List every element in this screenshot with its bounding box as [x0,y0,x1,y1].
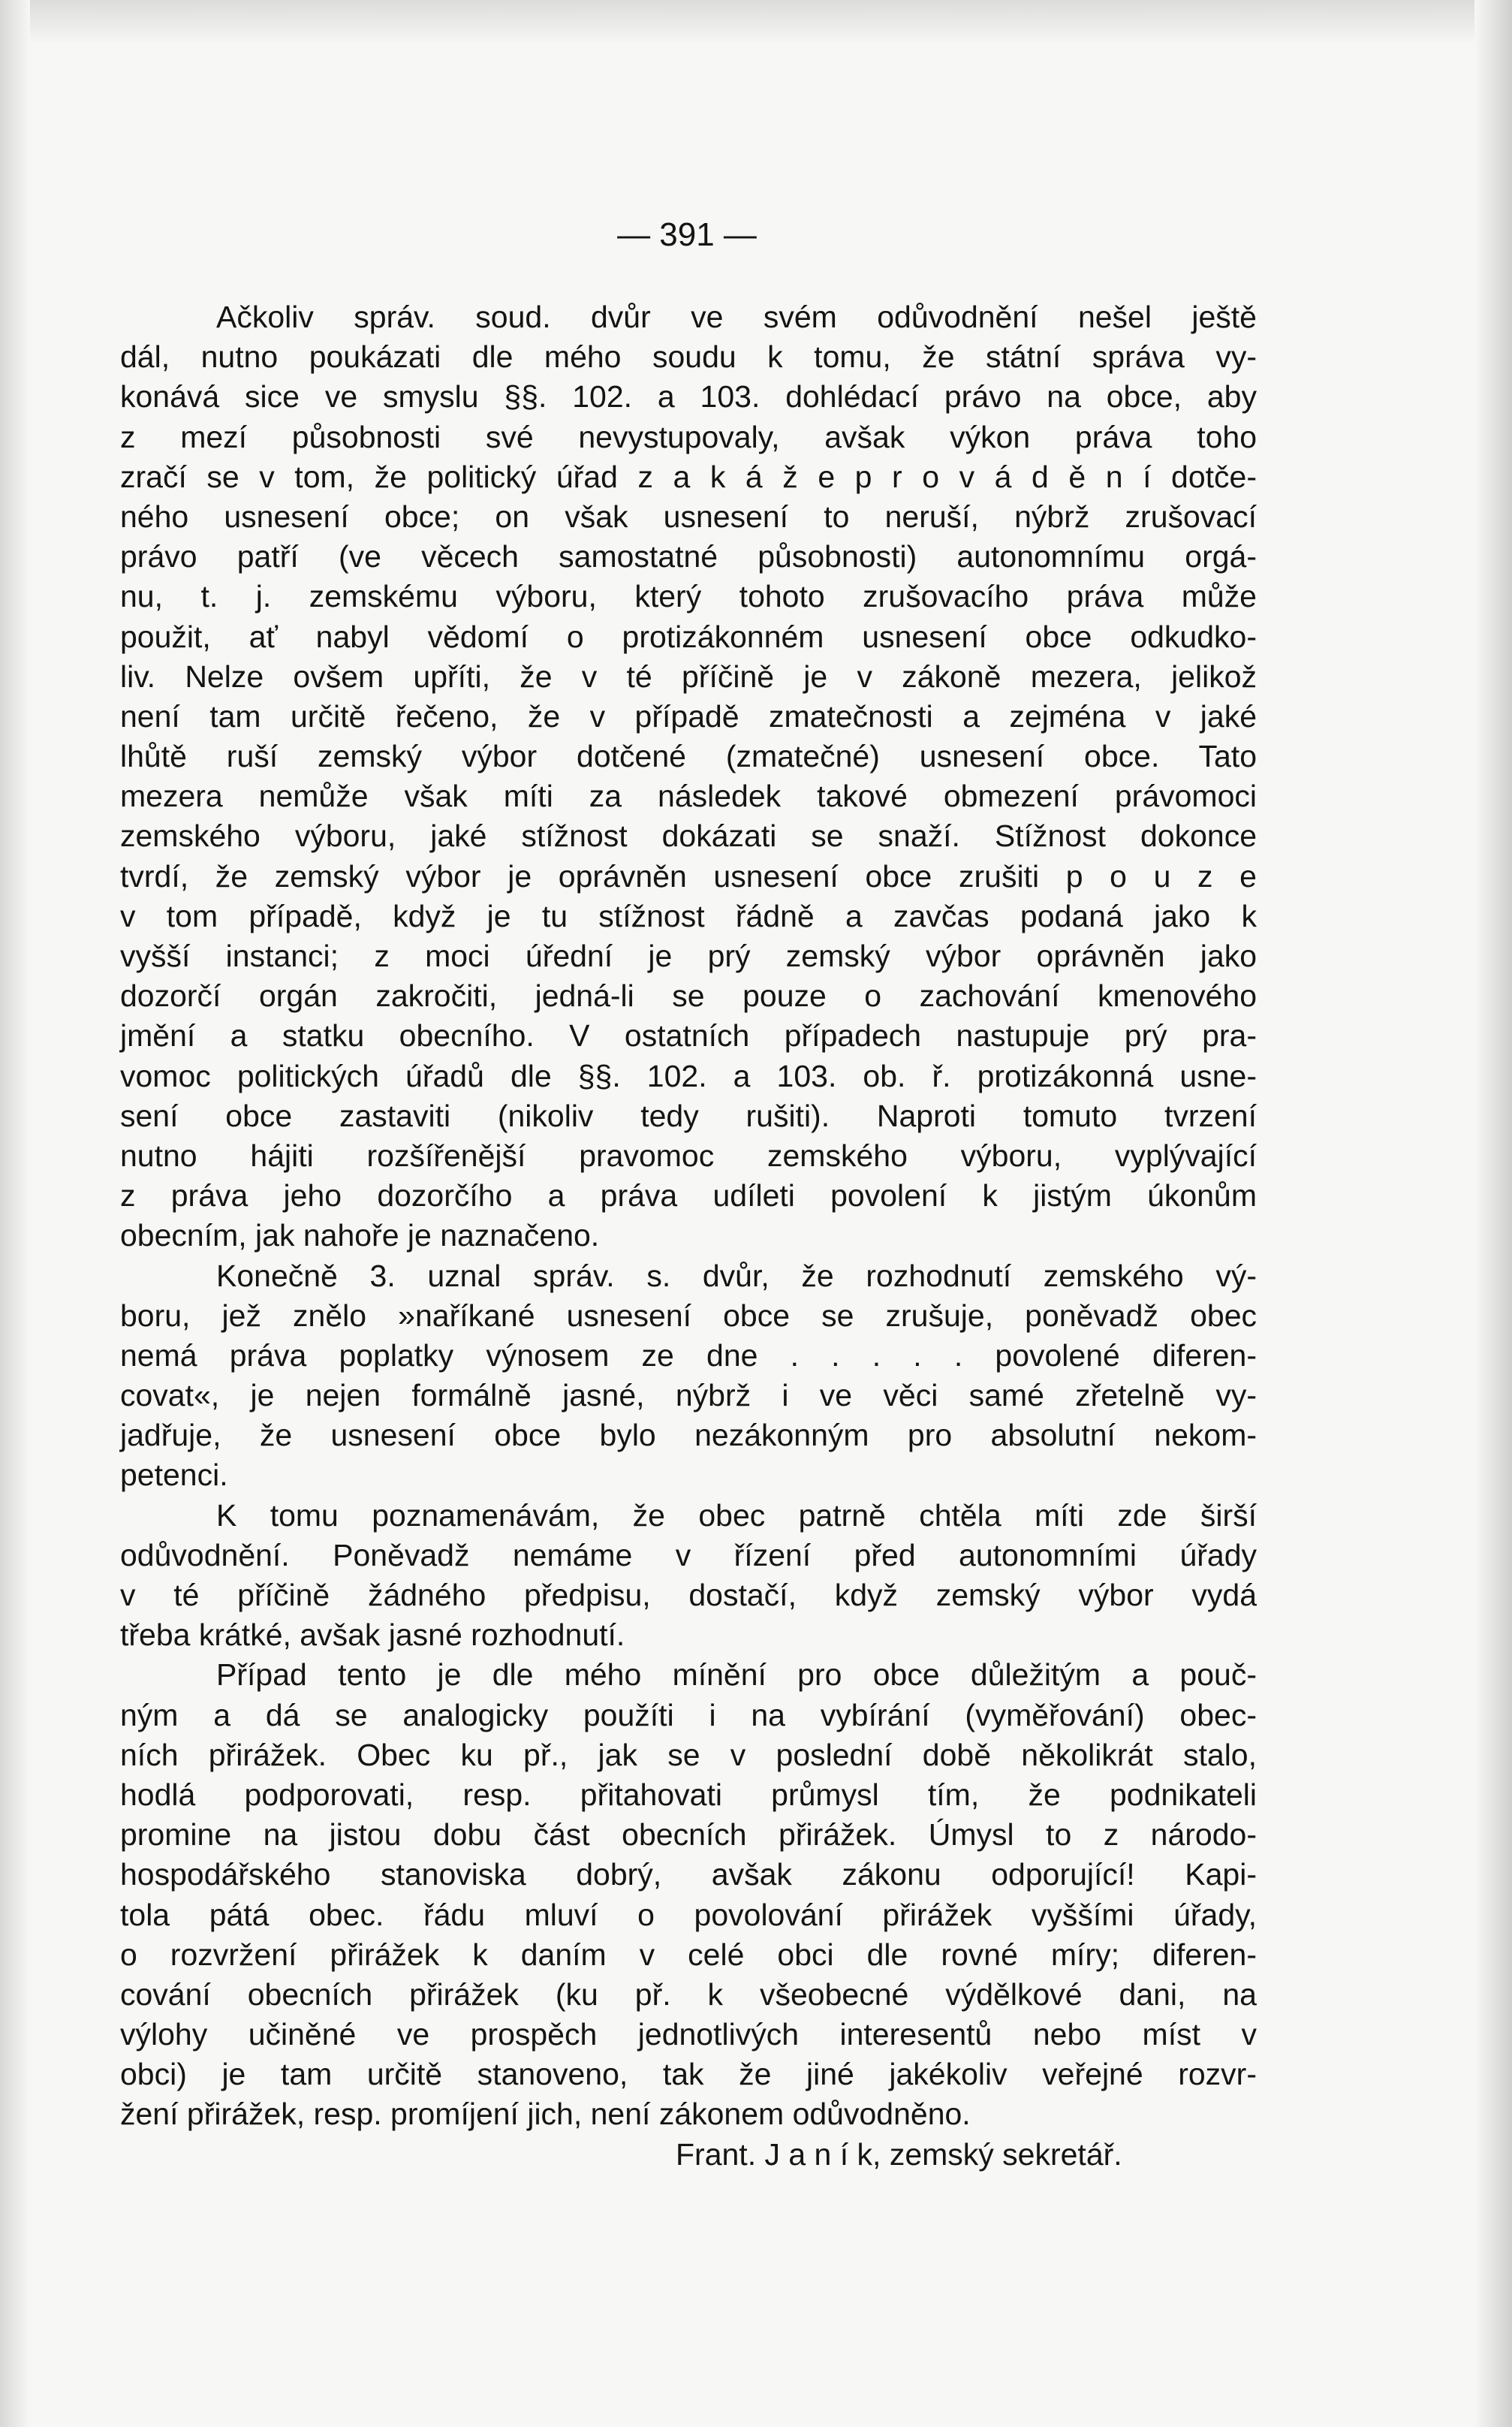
page-edge-shadow [0,0,1512,45]
text-line: tola pátá obec. řádu mluví o povolování přirážek vyššími úřady, [120,1897,1257,1932]
text-line: jadřuje, že usnesení obce bylo nezákonným pro absolutní nekom- [120,1418,1257,1453]
text-line: mezera nemůže však míti za následek takové obmezení právomoci [120,779,1257,814]
text-line: tvrdí, že zemský výbor je oprávněn usnesení obce zrušiti p o u z e [120,858,1257,894]
page-edge-shadow [0,0,30,2427]
text-line: Případ tento je dle mého mínění pro obce důležitým a pouč- [216,1657,1257,1693]
text-line: právo patří (ve věcech samostatné působnosti) autonomnímu orgá- [120,539,1257,574]
text-line: K tomu poznamenávám, že obec patrně chtěla míti zde širší [216,1497,1257,1533]
text-line: lhůtě ruší zemský výbor dotčené (zmatečné) usnesení obce. Tato [120,739,1257,774]
text-line: odůvodnění. Poněvadž nemáme v řízení před autonomními úřady [120,1537,1257,1572]
text-line: v té příčině žádného předpisu, dostačí, když zemský výbor vydá [120,1578,1257,1612]
text-line: není tam určitě řečeno, že v případě zmatečnosti a zejména v jaké [120,698,1257,734]
text-line: nu, t. j. zemskému výboru, který tohoto zrušovacího práva může [120,579,1257,614]
text-line: z mezí působnosti své nevystupovaly, avšak výkon práva toho [120,419,1257,454]
text-line: dál, nutno poukázati dle mého soudu k tomu, že státní správa vy- [120,339,1257,375]
text-line: ného usnesení obce; on však usnesení to neruší, nýbrž zrušovací [120,499,1257,534]
text-line: nutno hájiti rozšířenější pravomoc zemského výboru, vyplývající [120,1138,1257,1173]
text-line: žení přirážek, resp. promíjení jich, není zákonem odůvodněno. [120,2097,971,2132]
page-edge-shadow [1474,0,1512,2427]
text-line: obci) je tam určitě stanoveno, tak že jiné jakékoliv veřejné rozvr- [120,2057,1257,2092]
text-line: výlohy učiněné ve prospěch jednotlivých interesentů nebo míst v [120,2017,1257,2052]
text-line: nemá práva poplatky výnosem ze dne . . . . . povolené diferen- [120,1337,1257,1373]
text-line: petenci. [120,1458,228,1493]
body-text [120,297,1257,2175]
text-line: v tom případě, když je tu stížnost řádně a zavčas podaná jako k [120,898,1257,933]
text-line: liv. Nelze ovšem upříti, že v té příčině je v zákoně mezera, jelikož [120,659,1257,694]
text-line: zemského výboru, jaké stížnost dokázati se snaží. Stížnost dokonce [120,819,1257,854]
text-line: promine na jistou dobu část obecních přirážek. Úmysl to z národo- [120,1817,1257,1853]
text-line: třeba krátké, avšak jasné rozhodnutí. [120,1617,625,1653]
page-number: — 391 — [617,216,757,253]
text-line: vyšší instanci; z moci úřední je prý zemský výbor oprávněn jako [120,939,1257,973]
text-line: zračí se v tom, že politický úřad z a k á ž e p r o v á d ě n í dotče- [120,459,1257,494]
text-line: covat«, je nejen formálně jasné, nýbrž i ve věci samé zřetelně vy- [120,1378,1257,1413]
text-line: z práva jeho dozorčího a práva udíleti povolení k jistým úkonům [120,1178,1257,1214]
text-line: konává sice ve smyslu §§. 102. a 103. dohlédací právo na obce, aby [120,379,1257,415]
text-line: dozorčí orgán zakročiti, jedná-li se pouze o zachování kmenového [120,978,1257,1014]
text-line: o rozvržení přirážek k daním v celé obci dle rovné míry; diferen- [120,1937,1257,1972]
text-line: Ačkoliv správ. soud. dvůr ve svém odůvodnění nešel ještě [216,300,1257,334]
text-line: boru, jež znělo »naříkané usnesení obce se zrušuje, poněvadž obec [120,1298,1257,1333]
text-line: sení obce zastaviti (nikoliv tedy rušiti). Naproti tomuto tvrzení [120,1098,1257,1133]
text-line: ným a dá se analogicky použíti i na vybírání (vyměřování) obec- [120,1697,1257,1732]
text-line: hospodářského stanoviska dobrý, avšak zákonu odporující! Kapi- [120,1857,1257,1892]
text-line: obecním, jak nahoře je naznačeno. [120,1218,600,1253]
text-line: použit, ať nabyl vědomí o protizákonném usnesení obce odkudko- [120,619,1257,654]
text-line: hodlá podporovati, resp. přitahovati průmysl tím, že podnikateli [120,1777,1257,1812]
text-line: vomoc politických úřadů dle §§. 102. a 103. ob. ř. protizákonná usne- [120,1058,1257,1093]
text-line: Konečně 3. uznal správ. s. dvůr, že rozhodnutí zemského vý- [216,1258,1257,1293]
signature-line: Frant. J a n í k, zemský sekretář. [676,2136,1122,2172]
text-line: ních přirážek. Obec ku př., jak se v poslední době několikrát stalo, [120,1737,1257,1772]
text-line: cování obecních přirážek (ku př. k všeobecné výdělkové dani, na [120,1976,1257,2012]
text-line: jmění a statku obecního. V ostatních případech nastupuje prý pra- [120,1018,1257,1054]
